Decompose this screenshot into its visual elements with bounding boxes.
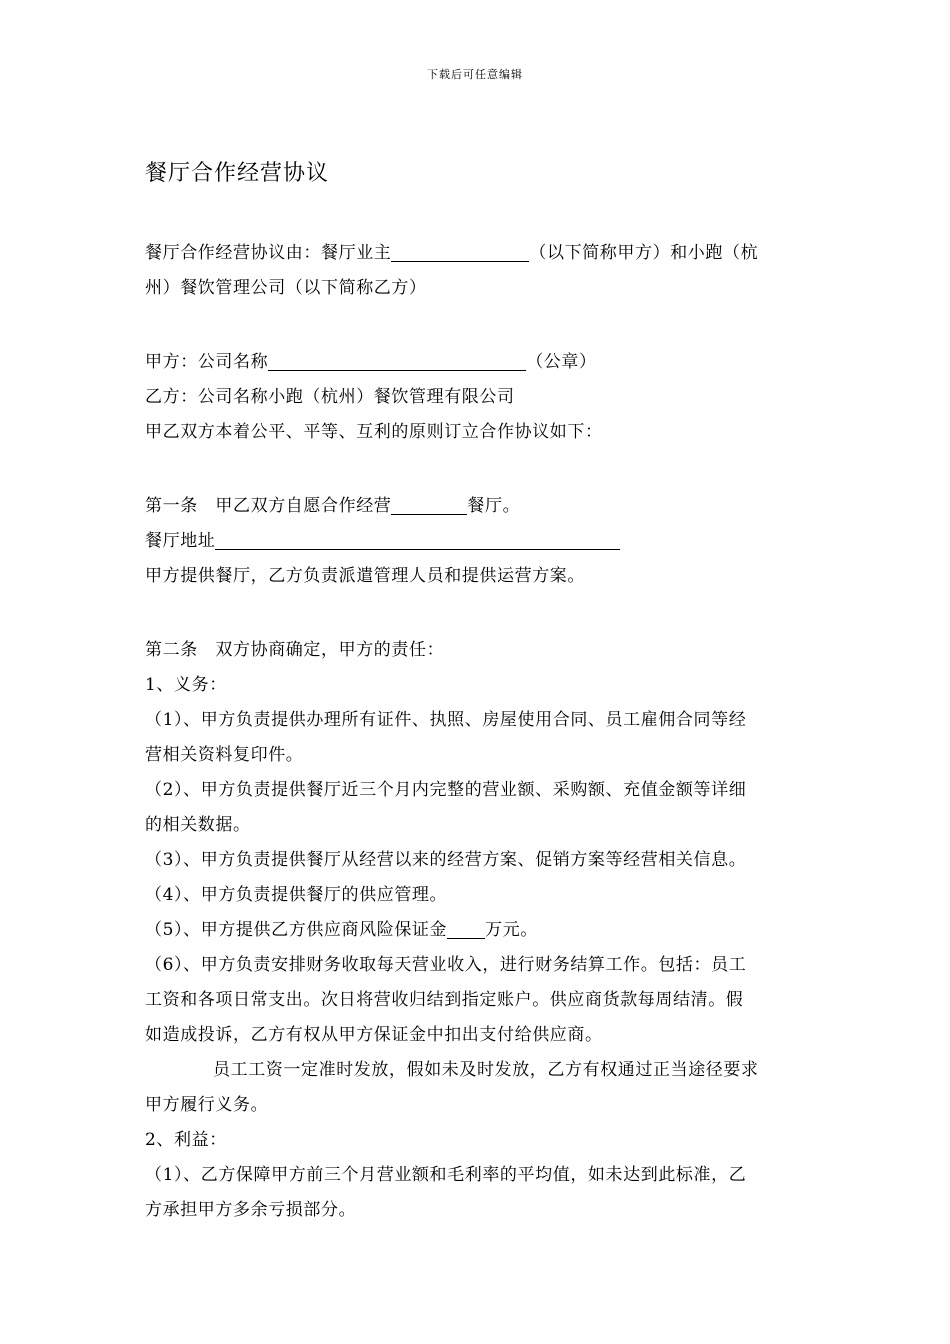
- duty-2-line-1: （2）、甲方负责提供餐厅近三个月内完整的营业额、采购额、充值金额等详细: [145, 780, 747, 800]
- party-b-line: 乙方：公司名称小跑（杭州）餐饮管理有限公司: [145, 387, 515, 407]
- intro-text-a: 餐厅合作经营协议由：餐厅业主: [145, 243, 392, 263]
- owner-name-blank[interactable]: [391, 239, 529, 262]
- duty-6-line-4: 员工工资一定准时发放，假如未及时发放，乙方有权通过正当途径要求: [213, 1060, 759, 1080]
- duty-6-line-5: 甲方履行义务。: [145, 1095, 269, 1115]
- duty-5-text-b: 万元。: [485, 920, 538, 940]
- duty-5: [145, 913, 807, 948]
- duty-5-text-a: （5）、甲方提供乙方供应商风险保证金: [145, 920, 448, 940]
- principle-line: 甲乙双方本着公平、平等、互利的原则订立合作协议如下：: [145, 422, 603, 442]
- deposit-amount-blank[interactable]: [447, 916, 485, 939]
- duty-4: （4）、甲方负责提供餐厅的供应管理。: [145, 885, 448, 905]
- contract-body: [145, 156, 807, 1228]
- duty-2-line-2: 的相关数据。: [145, 815, 251, 835]
- article-2-heading: 第二条 双方协商确定，甲方的责任：: [145, 640, 445, 660]
- benefit-heading: 2、利益：: [145, 1130, 227, 1150]
- intro-line-1: [145, 236, 807, 271]
- article-1-line: [145, 489, 807, 524]
- party-a-company-blank[interactable]: [268, 348, 526, 371]
- benefit-1-line-1: （1）、乙方保障甲方前三个月营业额和毛利率的平均值，如未达到此标准，乙: [145, 1165, 747, 1185]
- article-1-text-b: 餐厅。: [467, 496, 521, 516]
- address-line: [145, 524, 807, 559]
- party-a-seal: （公章）: [526, 352, 597, 372]
- download-note: 下载后可任意编辑: [427, 68, 523, 81]
- article-1-text-a: 第一条 甲乙双方自愿合作经营: [145, 496, 392, 516]
- intro-line-2: 州）餐饮管理公司（以下简称乙方）: [145, 278, 427, 298]
- document-title: 餐厅合作经营协议: [145, 161, 330, 186]
- article-1-detail: 甲方提供餐厅，乙方负责派遣管理人员和提供运营方案。: [145, 566, 585, 586]
- address-label: 餐厅地址: [145, 531, 216, 551]
- spacer: [145, 594, 807, 633]
- duty-1-line-2: 营相关资料复印件。: [145, 745, 304, 765]
- duty-6-line-1: （6）、甲方负责安排财务收取每天营业收入，进行财务结算工作。包括：员工: [145, 955, 747, 975]
- restaurant-name-blank[interactable]: [391, 492, 467, 515]
- duty-1-line-1: （1）、甲方负责提供办理所有证件、执照、房屋使用合同、员工雇佣合同等经: [145, 710, 747, 730]
- benefit-1-line-2: 方承担甲方多余亏损部分。: [145, 1200, 357, 1220]
- intro-text-b: （以下简称甲方）和小跑（杭: [529, 243, 759, 263]
- duty-6-line-3: 如造成投诉，乙方有权从甲方保证金中扣出支付给供应商。: [145, 1025, 603, 1045]
- duty-3: （3）、甲方负责提供餐厅从经营以来的经营方案、促销方案等经营相关信息。: [145, 850, 747, 870]
- spacer: [145, 450, 807, 489]
- party-a-line: [145, 345, 807, 380]
- duty-6-line-2: 工资和各项日常支出。次日将营收归结到指定账户。供应商货款每周结清。假: [145, 990, 744, 1010]
- duty-heading: 1、义务：: [145, 675, 227, 695]
- spacer: [145, 306, 807, 345]
- address-blank[interactable]: [215, 527, 620, 550]
- party-a-label: 甲方：公司名称: [145, 352, 269, 372]
